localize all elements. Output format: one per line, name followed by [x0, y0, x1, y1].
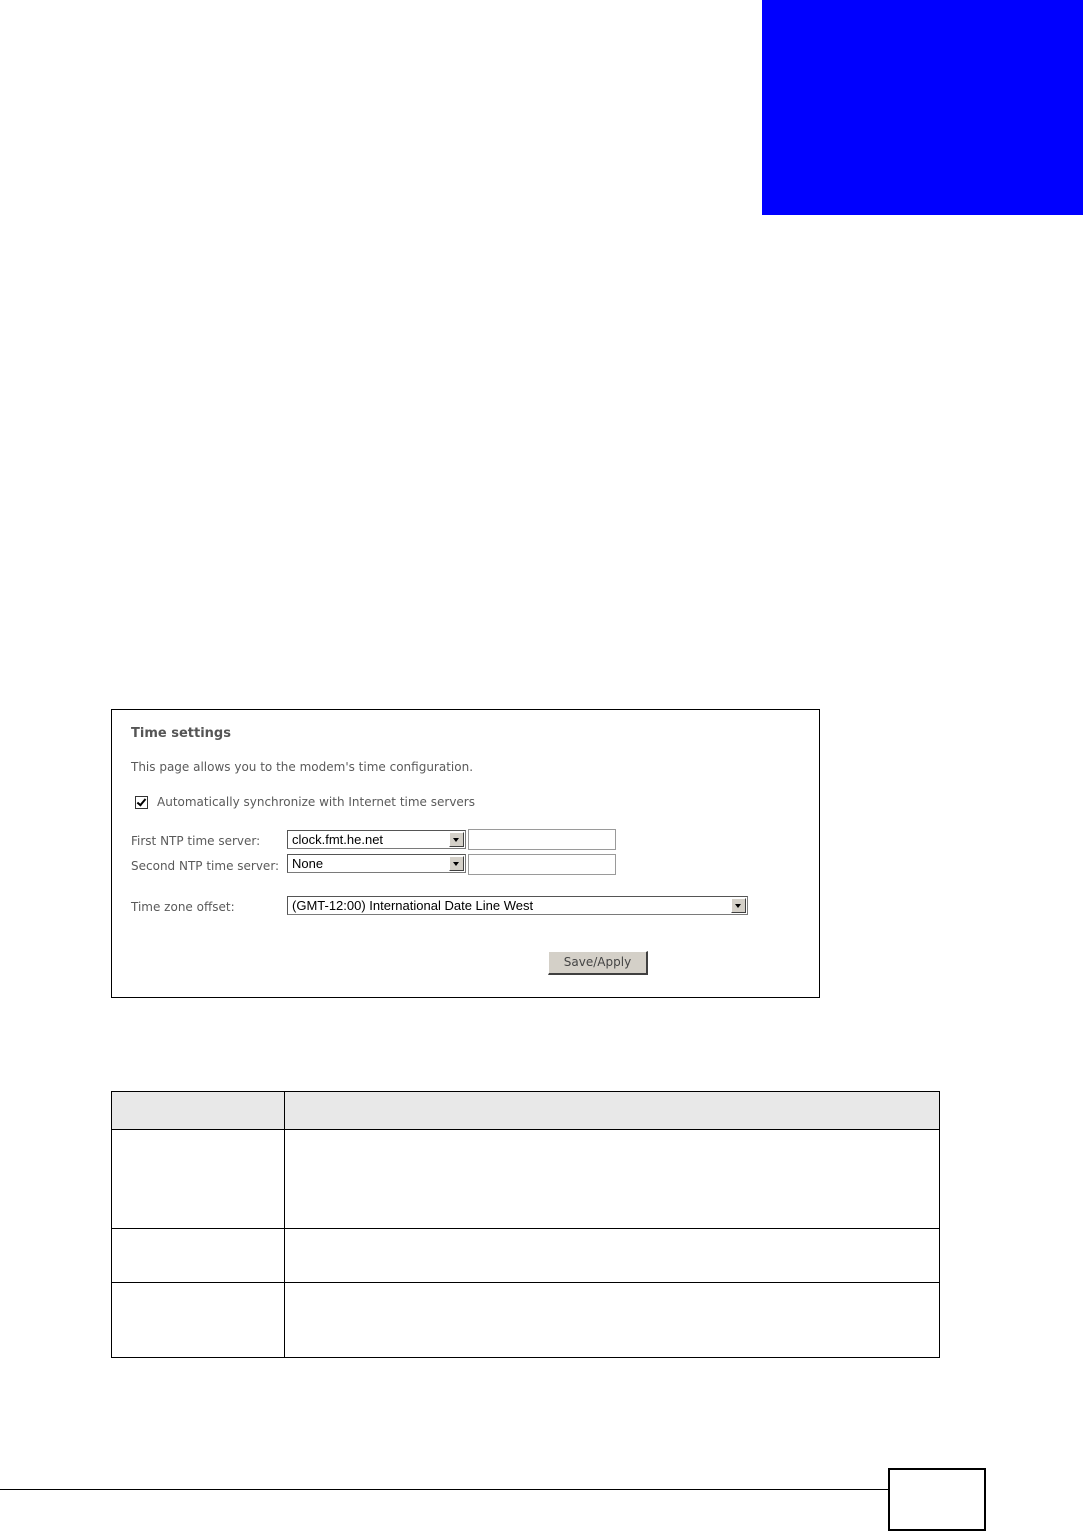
auto-sync-checkbox[interactable]	[135, 796, 148, 809]
field-description-table	[111, 1091, 940, 1358]
table-header-cell	[112, 1092, 285, 1130]
auto-sync-label: Automatically synchronize with Internet time servers	[157, 795, 475, 809]
time-settings-panel	[111, 709, 820, 998]
table-cell	[285, 1130, 940, 1229]
chevron-down-icon	[731, 898, 746, 913]
time-zone-selected-value: (GMT-12:00) International Date Line West	[292, 898, 534, 913]
second-ntp-selected-value: None	[292, 856, 324, 871]
save-apply-button[interactable]: Save/Apply	[548, 951, 648, 975]
chapter-color-block	[762, 0, 1083, 215]
table-row	[112, 1283, 940, 1358]
panel-title: Time settings	[131, 726, 231, 741]
table-header-cell	[285, 1092, 940, 1130]
first-ntp-selected-value: clock.fmt.he.net	[292, 832, 384, 847]
chevron-down-icon	[449, 856, 464, 871]
second-ntp-custom-input[interactable]	[468, 854, 616, 875]
table-cell	[112, 1130, 285, 1229]
table-cell	[112, 1283, 285, 1358]
footer-rule	[0, 1489, 888, 1490]
table-row	[112, 1130, 940, 1229]
first-ntp-custom-input[interactable]	[468, 829, 616, 850]
second-ntp-select[interactable]	[287, 854, 466, 873]
first-ntp-select[interactable]	[287, 830, 466, 849]
table-cell	[285, 1229, 940, 1283]
time-zone-select[interactable]	[287, 896, 748, 915]
page-number-box	[888, 1468, 986, 1531]
panel-description: This page allows you to the modem's time configuration.	[131, 760, 474, 774]
chevron-down-icon	[449, 832, 464, 847]
table-row	[112, 1229, 940, 1283]
auto-sync-row	[135, 795, 475, 809]
time-zone-label: Time zone offset:	[131, 900, 235, 914]
table-cell	[285, 1283, 940, 1358]
second-ntp-label: Second NTP time server:	[131, 859, 280, 873]
first-ntp-label: First NTP time server:	[131, 834, 261, 848]
table-cell	[112, 1229, 285, 1283]
table-header-row	[112, 1092, 940, 1130]
